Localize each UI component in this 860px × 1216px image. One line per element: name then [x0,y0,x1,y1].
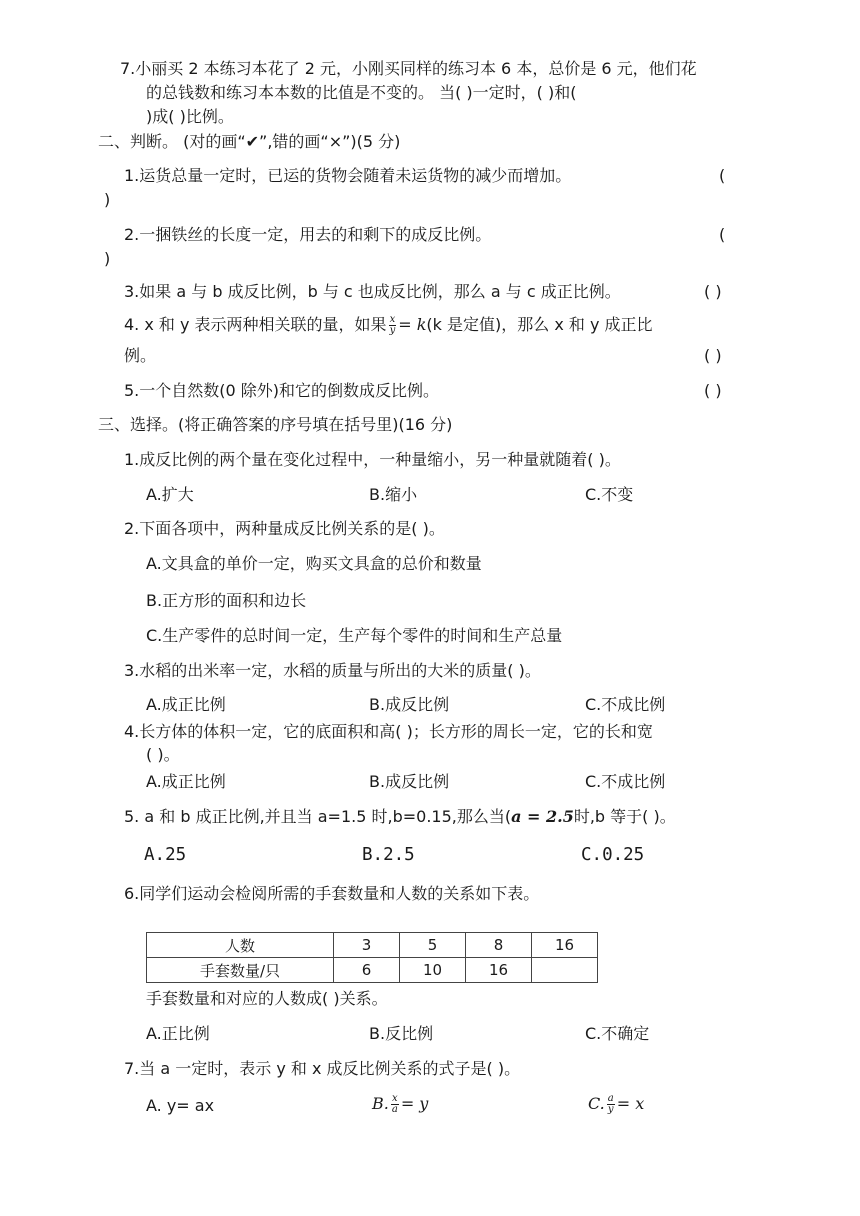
judge-item-1: 1.运货总量一定时，已运的货物会随着未运货物的减少而增加。 [124,166,572,185]
judge-item-3: 3.如果 a 与 b 成反比例，b 与 c 也成反比例，那么 a 与 c 成正比例。 [124,282,621,301]
judge-item-4-paren: ( ) [704,346,722,365]
frac-denominator: y [389,325,396,336]
judge-item-4-text-c: (k 是定值)，那么 x 和 y 成正比 [426,315,653,334]
fraction-a-over-y [607,1094,615,1115]
table-row [147,958,598,983]
choice-q4-line2: ( )。 [146,745,180,764]
choice-q5-formula: a = 2.5 [511,807,574,826]
choice-q7: 7.当 a 一定时，表示 y 和 x 成反比例关系的式子是( )。 [124,1059,521,1078]
section3-heading: 三、选择。(将正确答案的序号填在括号里)(16 分) [98,415,453,434]
frac-numerator: a [607,1093,614,1104]
choice-q1: 1.成反比例的两个量在变化过程中，一种量缩小，另一种量就随着( )。 [124,450,621,469]
choice-q5-text-a: 5. a 和 b 成正比例,并且当 a=1.5 时,b=0.15,那么当( [124,807,512,826]
table-cell: 3 [334,933,400,958]
judge-item-2: 2.一捆铁丝的长度一定，用去的和剩下的成反比例。 [124,225,492,244]
q7-fill-line1: 7.小丽买 2 本练习本花了 2 元，小刚买同样的练习本 6 本，总价是 6 元，他们花 [120,59,697,78]
table-cell: 16 [466,958,532,983]
table-cell: 6 [334,958,400,983]
choice-q6: 6.同学们运动会检阅所需的手套数量和人数的关系如下表。 [124,884,540,903]
frac-numerator: x [392,1093,398,1104]
choice-q6-after: 手套数量和对应的人数成( )关系。 [146,989,388,1008]
choice-q2-option-c: C.生产零件的总时间一定，生产每个零件的时间和生产总量 [146,626,563,645]
frac-denominator: a [391,1104,398,1115]
choice-q5-option-b: B.2.5 [362,845,415,865]
judge-item-5-paren: ( ) [704,381,722,400]
choice-q6-option-c: C.不确定 [585,1024,650,1043]
gloves-table [146,932,598,983]
choice-q7-option-a: A. y= ax [146,1096,215,1115]
q7-fill-line2: 的总钱数和练习本本数的比值是不变的。 当( )一定时，( )和( [146,83,577,102]
judge-item-4-text-a: 4. x 和 y 表示两种相关联的量，如果 [124,315,387,334]
choice-q4-line1: 4.长方体的体积一定，它的底面积和高( )；长方形的周长一定，它的长和宽 [124,722,653,741]
section2-heading: 二、判断。 (对的画“✔”,错的画“×”)(5 分) [98,132,401,151]
fraction-x-over-y [389,315,397,336]
choice-q7-option-b [372,1093,428,1115]
choice-q3-option-b: B.成反比例 [369,695,450,714]
choice-q4-option-b: B.成反比例 [369,772,450,791]
choice-q2-option-a: A.文具盒的单价一定，购买文具盒的总价和数量 [146,554,482,573]
choice-q1-option-b: B.缩小 [369,485,418,504]
judge-item-5: 5.一个自然数(0 除外)和它的倒数成反比例。 [124,381,440,400]
table-cell: 8 [466,933,532,958]
choice-q5-option-c: C.0.25 [581,845,645,865]
table-cell: 5 [400,933,466,958]
choice-q3-option-a: A.成正比例 [146,695,226,714]
option-c-prefix: C. [588,1094,605,1113]
choice-q3-option-c: C.不成比例 [585,695,666,714]
judge-item-1-paren-open: ( [719,166,726,185]
frac-denominator: y [607,1104,614,1115]
choice-q5-option-a: A.25 [144,845,187,865]
judge-item-4-line2: 例。 [124,346,157,365]
choice-q1-option-a: A.扩大 [146,485,194,504]
choice-q3: 3.水稻的出米率一定，水稻的质量与所出的大米的质量( )。 [124,661,541,680]
table-row-label-people: 人数 [147,933,334,958]
choice-q6-option-b: B.反比例 [369,1024,434,1043]
choice-q6-option-a: A.正比例 [146,1024,210,1043]
option-b-prefix: B. [372,1094,389,1113]
frac-numerator: x [389,314,396,325]
option-b-rest: = y [400,1094,429,1113]
judge-item-4-formula: = k [398,315,427,334]
choice-q2-option-b: B.正方形的面积和边长 [146,591,307,610]
choice-q4-option-c: C.不成比例 [585,772,666,791]
table-cell-blank [532,958,598,983]
choice-q5 [124,806,676,828]
choice-q7-option-c [588,1093,644,1115]
table-cell: 10 [400,958,466,983]
judge-item-1-paren-close: ) [104,190,111,209]
choice-q4-option-a: A.成正比例 [146,772,226,791]
judge-item-2-paren-close: ) [104,249,111,268]
judge-item-2-paren-open: ( [719,225,726,244]
judge-item-4 [124,314,653,336]
choice-q2: 2.下面各项中，两种量成反比例关系的是( )。 [124,519,445,538]
table-cell: 16 [532,933,598,958]
choice-q5-text-c: 时,b 等于( )。 [573,807,676,826]
table-row-label-gloves: 手套数量/只 [147,958,334,983]
choice-q1-option-c: C.不变 [585,485,634,504]
judge-item-3-paren: ( ) [704,282,722,301]
q7-fill-line3: )成( )比例。 [146,107,234,126]
fraction-x-over-a [391,1094,399,1115]
option-c-rest: = x [616,1094,645,1113]
table-row [147,933,598,958]
